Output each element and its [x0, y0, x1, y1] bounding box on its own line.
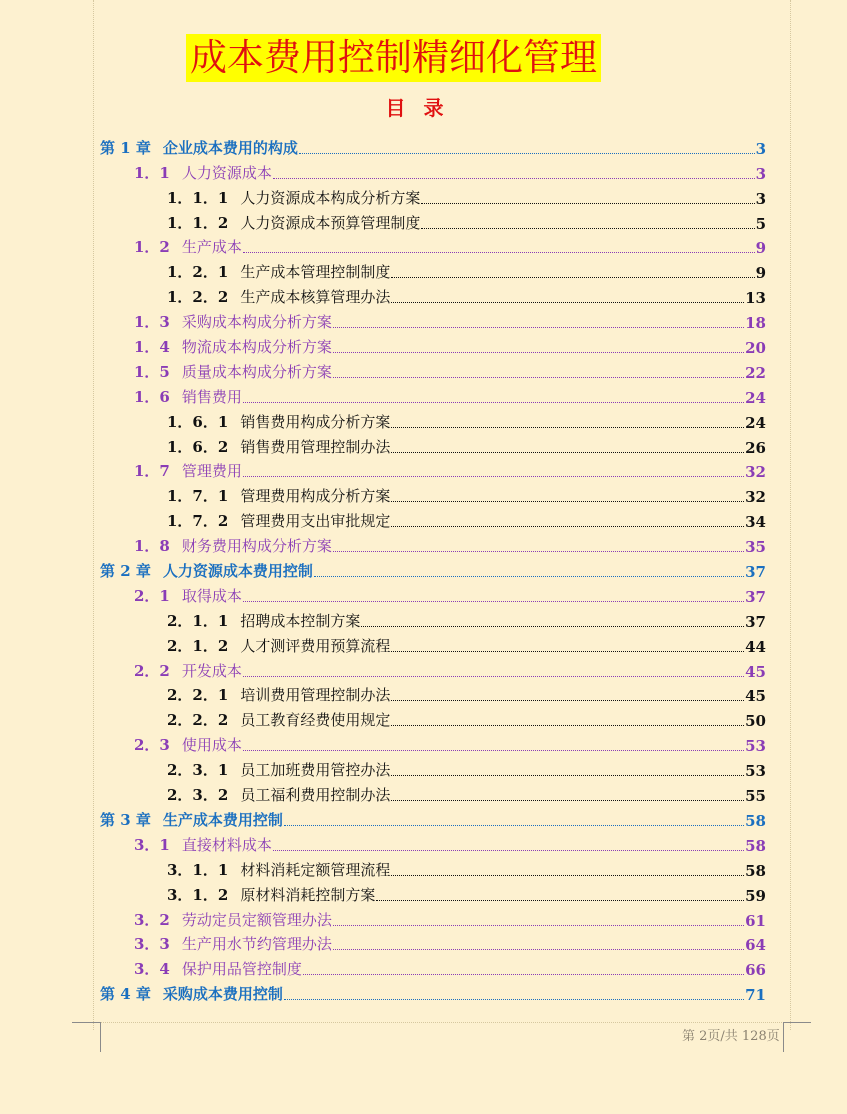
toc-entry-text: 生产用水节约管理办法 [181, 935, 332, 954]
toc-entry-number: 2．1．1 [167, 611, 229, 630]
document-title: 成本费用控制精细化管理 [186, 34, 601, 82]
toc-entry-text: 销售费用构成分析方案 [240, 412, 391, 431]
toc-entry-label [167, 261, 390, 282]
corner-mark-right-h [783, 1022, 811, 1023]
toc-entry-label [167, 784, 390, 805]
toc-entry-text: 财务费用构成分析方案 [181, 537, 332, 556]
corner-mark-left-h [72, 1022, 100, 1023]
toc-page-number: 3 [755, 189, 766, 208]
toc-dot-leader [391, 277, 754, 278]
toc-page-number: 58 [745, 811, 766, 830]
toc-entry-number: 1．2 [134, 238, 170, 257]
toc-entry-number: 第 3 章 [100, 810, 151, 829]
toc-entry-label [167, 684, 390, 705]
toc-entry-number: 1．8 [134, 537, 170, 556]
toc-page-number: 37 [745, 612, 766, 631]
toc-page-number: 44 [745, 637, 766, 656]
toc-dot-leader [391, 452, 744, 453]
toc-page-number: 66 [745, 961, 766, 980]
toc-entry-text: 管理费用支出审批规定 [240, 512, 391, 531]
toc-entry-text: 使用成本 [181, 736, 242, 755]
toc-entry-number: 3．3 [134, 935, 170, 954]
toc-entry-number: 1．1．2 [167, 213, 229, 232]
toc-dot-leader [299, 153, 755, 154]
toc-dot-leader [333, 949, 744, 950]
toc-dot-leader [273, 850, 744, 851]
toc-entry-label [167, 635, 390, 656]
toc-entry[interactable] [100, 954, 766, 979]
table-of-contents [100, 133, 766, 1004]
toc-entry-number: 1．7．2 [167, 512, 229, 531]
toc-entry-label [134, 958, 302, 979]
toc-entry-text: 人力资源成本费用控制 [162, 562, 313, 581]
toc-entry[interactable] [100, 233, 766, 258]
toc-entry-text: 采购成本费用控制 [162, 985, 283, 1004]
toc-dot-leader [243, 252, 755, 253]
toc-dot-leader [421, 203, 754, 204]
toc-entry-number: 1．6 [134, 387, 170, 406]
toc-dot-leader [391, 302, 744, 303]
toc-entry[interactable] [100, 481, 766, 506]
toc-dot-leader [361, 626, 744, 627]
toc-entry-text: 人才测评费用预算流程 [240, 636, 391, 655]
toc-entry[interactable] [100, 183, 766, 208]
toc-entry-label [134, 734, 242, 755]
toc-page-number: 24 [745, 388, 766, 407]
toc-entry-label [167, 411, 390, 432]
toc-dot-leader [333, 551, 744, 552]
toc-entry-text: 人力资源成本构成分析方案 [240, 188, 421, 207]
toc-dot-leader [391, 501, 744, 502]
toc-entry-label [100, 983, 283, 1004]
toc-entry-label [167, 187, 420, 208]
toc-entry-number: 2．3．1 [167, 761, 229, 780]
toc-dot-leader [243, 476, 744, 477]
toc-entry[interactable] [100, 506, 766, 531]
toc-entry-text: 人力资源成本 [181, 163, 272, 182]
toc-entry[interactable] [100, 133, 766, 158]
toc-page-number: 34 [745, 513, 766, 532]
corner-mark-right-v [783, 1022, 784, 1052]
toc-dot-leader [421, 228, 754, 229]
toc-entry-text: 取得成本 [181, 586, 242, 605]
toc-dot-leader [333, 377, 744, 378]
toc-entry-label [167, 759, 390, 780]
toc-entry-text: 开发成本 [181, 661, 242, 680]
page-footer: 第 2页/共 128页 [682, 1029, 780, 1044]
toc-entry-label [100, 560, 313, 581]
toc-entry-text: 直接材料成本 [181, 835, 272, 854]
toc-entry-text: 管理费用 [181, 462, 242, 481]
toc-page-number: 50 [745, 712, 766, 731]
toc-entry-number: 2．1 [134, 586, 170, 605]
toc-entry-number: 1．4 [134, 338, 170, 357]
toc-entry-number: 2．1．2 [167, 636, 229, 655]
toc-dot-leader [243, 402, 744, 403]
toc-entry[interactable] [100, 930, 766, 955]
toc-entry-number: 1．3 [134, 313, 170, 332]
toc-entry[interactable] [100, 158, 766, 183]
toc-entry-text: 企业成本费用的构成 [162, 138, 298, 157]
toc-page-number: 71 [745, 986, 766, 1005]
toc-page-number: 3 [755, 164, 766, 183]
toc-entry-number: 第 4 章 [100, 985, 151, 1004]
toc-entry-number: 1．6．1 [167, 412, 229, 431]
toc-entry-number: 1．1 [134, 163, 170, 182]
toc-entry-label [100, 809, 283, 830]
toc-dot-leader [333, 925, 744, 926]
toc-entry[interactable] [100, 880, 766, 905]
toc-entry-label [167, 709, 390, 730]
toc-entry-text: 保护用品管控制度 [181, 960, 302, 979]
toc-page-number: 32 [745, 488, 766, 507]
toc-dot-leader [243, 601, 744, 602]
toc-page-number: 9 [755, 239, 766, 258]
toc-entry[interactable] [100, 631, 766, 656]
toc-entry-label [134, 535, 332, 556]
toc-entry-number: 2．3 [134, 736, 170, 755]
toc-entry-text: 管理费用构成分析方案 [240, 487, 391, 506]
toc-entry-number: 2．3．2 [167, 786, 229, 805]
toc-page-number: 64 [745, 936, 766, 955]
toc-dot-leader [391, 775, 744, 776]
toc-entry[interactable] [100, 208, 766, 233]
toc-dot-leader [284, 999, 744, 1000]
toc-entry-label [167, 286, 390, 307]
toc-entry-label [134, 311, 332, 332]
toc-page-number: 58 [745, 861, 766, 880]
toc-entry[interactable] [100, 606, 766, 631]
toc-entry-label [134, 933, 332, 954]
toc-entry-label [167, 485, 390, 506]
toc-page-number: 22 [745, 363, 766, 382]
toc-entry[interactable] [100, 681, 766, 706]
toc-entry-label [167, 510, 390, 531]
toc-page-number: 37 [745, 563, 766, 582]
toc-entry-text: 员工福利费用控制办法 [240, 786, 391, 805]
toc-entry[interactable] [100, 407, 766, 432]
toc-entry-text: 招聘成本控制方案 [240, 611, 361, 630]
toc-entry-label [134, 162, 272, 183]
toc-entry-number: 3．1．2 [167, 885, 229, 904]
toc-entry-label [134, 834, 272, 855]
toc-entry-number: 2．2 [134, 661, 170, 680]
toc-dot-leader [303, 974, 744, 975]
toc-entry-text: 生产成本管理控制制度 [240, 263, 391, 282]
toc-entry-number: 3．2 [134, 910, 170, 929]
toc-page-number: 9 [755, 264, 766, 283]
toc-page-number: 53 [745, 762, 766, 781]
toc-entry[interactable] [100, 730, 766, 755]
toc-entry-number: 2．2．2 [167, 711, 229, 730]
toc-entry-number: 第 2 章 [100, 562, 151, 581]
toc-entry[interactable] [100, 307, 766, 332]
toc-entry-text: 采购成本构成分析方案 [181, 313, 332, 332]
toc-entry[interactable] [100, 656, 766, 681]
toc-page-number: 13 [745, 289, 766, 308]
toc-entry-number: 第 1 章 [100, 138, 151, 157]
toc-entry-label [167, 884, 375, 905]
toc-entry-number: 1．5 [134, 362, 170, 381]
toc-page-number: 18 [745, 314, 766, 333]
toc-dot-leader [333, 327, 744, 328]
toc-entry[interactable] [100, 905, 766, 930]
right-margin-guide [790, 0, 791, 1030]
toc-entry[interactable] [100, 556, 766, 581]
toc-page-number: 32 [745, 463, 766, 482]
toc-page-number: 58 [745, 836, 766, 855]
toc-entry[interactable] [100, 805, 766, 830]
toc-dot-leader [391, 800, 744, 801]
toc-entry-label [134, 909, 332, 930]
toc-page-number: 5 [755, 214, 766, 233]
toc-page-number: 26 [745, 438, 766, 457]
toc-entry-text: 生产成本费用控制 [162, 810, 283, 829]
toc-entry-label [134, 236, 242, 257]
toc-entry-number: 3．1．1 [167, 860, 229, 879]
toc-dot-leader [284, 825, 744, 826]
toc-page-number: 35 [745, 538, 766, 557]
toc-entry-text: 物流成本构成分析方案 [181, 338, 332, 357]
toc-dot-leader [391, 526, 744, 527]
toc-entry-text: 原材料消耗控制方案 [240, 885, 376, 904]
toc-entry[interactable] [100, 979, 766, 1004]
toc-entry-text: 销售费用 [181, 387, 242, 406]
toc-entry-text: 员工加班费用管控办法 [240, 761, 391, 780]
toc-dot-leader [391, 725, 744, 726]
toc-entry-number: 1．1．1 [167, 188, 229, 207]
toc-entry[interactable] [100, 432, 766, 457]
toc-dot-leader [273, 178, 755, 179]
toc-entry[interactable] [100, 755, 766, 780]
toc-entry[interactable] [100, 855, 766, 880]
toc-entry-label [134, 460, 242, 481]
toc-entry-text: 质量成本构成分析方案 [181, 362, 332, 381]
toc-page-number: 3 [755, 139, 766, 158]
toc-entry-number: 1．7 [134, 462, 170, 481]
toc-entry-number: 1．2．2 [167, 288, 229, 307]
toc-entry-number: 1．6．2 [167, 437, 229, 456]
toc-entry-number: 3．4 [134, 960, 170, 979]
title-wrapper [0, 34, 847, 82]
toc-entry-label [134, 660, 242, 681]
toc-entry-label [167, 610, 360, 631]
toc-entry-label [134, 386, 242, 407]
toc-page-number: 20 [745, 339, 766, 358]
toc-dot-leader [333, 352, 744, 353]
toc-entry[interactable] [100, 581, 766, 606]
toc-entry-number: 1．2．1 [167, 263, 229, 282]
toc-page-number: 55 [745, 787, 766, 806]
toc-entry-label [167, 212, 420, 233]
toc-entry-text: 生产成本 [181, 238, 242, 257]
toc-entry-text: 员工教育经费使用规定 [240, 711, 391, 730]
toc-dot-leader [391, 427, 744, 428]
toc-entry-text: 培训费用管理控制办法 [240, 686, 391, 705]
toc-page-number: 61 [745, 911, 766, 930]
toc-entry-label [100, 137, 298, 158]
toc-dot-leader [391, 875, 744, 876]
toc-entry-label [167, 436, 390, 457]
toc-entry-text: 销售费用管理控制办法 [240, 437, 391, 456]
toc-dot-leader [391, 700, 744, 701]
toc-entry-label [134, 361, 332, 382]
toc-entry-label [134, 336, 332, 357]
toc-entry-text: 材料消耗定额管理流程 [240, 860, 391, 879]
bottom-margin-guide [93, 1022, 790, 1023]
toc-entry[interactable] [100, 531, 766, 556]
toc-dot-leader [243, 750, 744, 751]
toc-dot-leader [243, 676, 744, 677]
toc-entry[interactable] [100, 332, 766, 357]
corner-mark-left-v [100, 1022, 101, 1052]
toc-heading: 目录 [385, 96, 462, 120]
toc-dot-leader [376, 900, 744, 901]
toc-entry-label [134, 585, 242, 606]
toc-entry[interactable] [100, 257, 766, 282]
toc-entry[interactable] [100, 357, 766, 382]
toc-entry[interactable] [100, 282, 766, 307]
toc-entry[interactable] [100, 457, 766, 482]
toc-page-number: 45 [745, 662, 766, 681]
toc-page-number: 24 [745, 413, 766, 432]
toc-page-number: 59 [745, 886, 766, 905]
toc-entry-label [167, 859, 390, 880]
toc-entry-number: 1．7．1 [167, 487, 229, 506]
toc-entry-number: 3．1 [134, 835, 170, 854]
left-margin-guide [93, 0, 94, 1030]
toc-dot-leader [314, 576, 744, 577]
toc-entry-text: 生产成本核算管理办法 [240, 288, 391, 307]
toc-entry[interactable] [100, 382, 766, 407]
toc-dot-leader [391, 651, 744, 652]
toc-page-number: 53 [745, 737, 766, 756]
toc-entry-text: 劳动定员定额管理办法 [181, 910, 332, 929]
toc-entry[interactable] [100, 705, 766, 730]
toc-entry-number: 2．2．1 [167, 686, 229, 705]
toc-page-number: 37 [745, 587, 766, 606]
toc-entry[interactable] [100, 780, 766, 805]
toc-page-number: 45 [745, 687, 766, 706]
toc-entry-text: 人力资源成本预算管理制度 [240, 213, 421, 232]
toc-entry[interactable] [100, 830, 766, 855]
